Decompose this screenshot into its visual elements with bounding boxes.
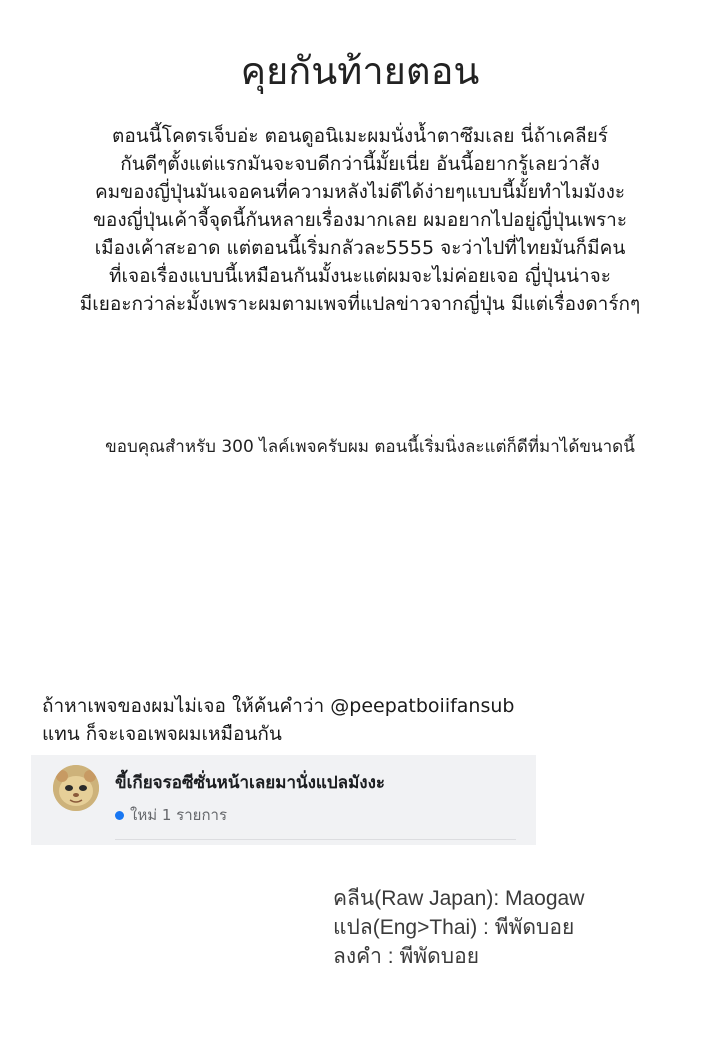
credits	[333, 884, 584, 971]
paragraph-line: มีเยอะกว่าล่ะมั้งเพราะผมตามเพจที่แปลข่าวจากญี่ปุ่น มีแต่เรื่องดาร์กๆ	[79, 293, 641, 315]
paragraph-line: กันดีๆตั้งแต่แรกมันจะจบดีกว่านี้มั้ยเนี่ย อันนี้อยากรู้เลยว่าสัง	[120, 153, 600, 175]
paragraph-line: ที่เจอเรื่องแบบนี้เหมือนกันมั้งนะแต่ผมจะไม่ค่อยเจอ ญี่ปุ่นน่าจะ	[109, 265, 611, 287]
new-dot-icon	[115, 811, 124, 820]
facebook-page-card[interactable]	[31, 755, 536, 845]
page-name[interactable]: ขี้เกียจรอซีซั่นหน้าเลยมานั่งแปลมังงะ	[115, 773, 386, 793]
paragraph-line: ตอนนี้โคตรเจ็บอ่ะ ตอนดูอนิเมะผมนั่งน้ำตาซึมเลย นี่ถ้าเคลียร์	[112, 125, 608, 147]
credit-translate: แปล(Eng>Thai) : พีพัดบอย	[333, 916, 575, 939]
page-status	[115, 803, 227, 827]
notice-line: ถ้าหาเพจของผมไม่เจอ ให้ค้นคำว่า @peepatboiifansub	[42, 695, 515, 717]
page-status-text: ใหม่ 1 รายการ	[130, 806, 228, 824]
card-divider	[115, 839, 516, 840]
paragraph-line: ของญี่ปุ่นเค้าจี้จุดนี้กันหลายเรื่องมากเลย ผมอยากไปอยู่ญี่ปุ่นเพราะ	[92, 209, 628, 231]
notice-line: แทน ก็จะเจอเพจผมเหมือนกัน	[42, 723, 282, 745]
hamster-avatar-icon	[53, 765, 99, 811]
paragraph-line: เมืองเค้าสะอาด แต่ตอนนี้เริ่มกลัวละ5555 จะว่าไปที่ไทยมันก็มีคน	[94, 237, 626, 259]
thanks-text: ขอบคุณสำหรับ 300 ไลค์เพจครับผม ตอนนี้เริ่มนิ่งละแต่ก็ดีที่มาได้ขนาดนี้	[105, 437, 635, 457]
page-search-notice	[42, 692, 642, 748]
afterword-paragraph	[30, 122, 690, 318]
credit-raw: คลีน(Raw Japan): Maogaw	[333, 887, 585, 910]
credit-typeset: ลงคำ : พีพัดบอย	[333, 945, 480, 968]
page-title: คุยกันท้ายตอน	[240, 49, 480, 93]
paragraph-line: คมของญี่ปุ่นมันเจอคนที่ความหลังไม่ดีได้ง่ายๆแบบนี้มั้ยทำไมมังงะ	[94, 181, 626, 203]
